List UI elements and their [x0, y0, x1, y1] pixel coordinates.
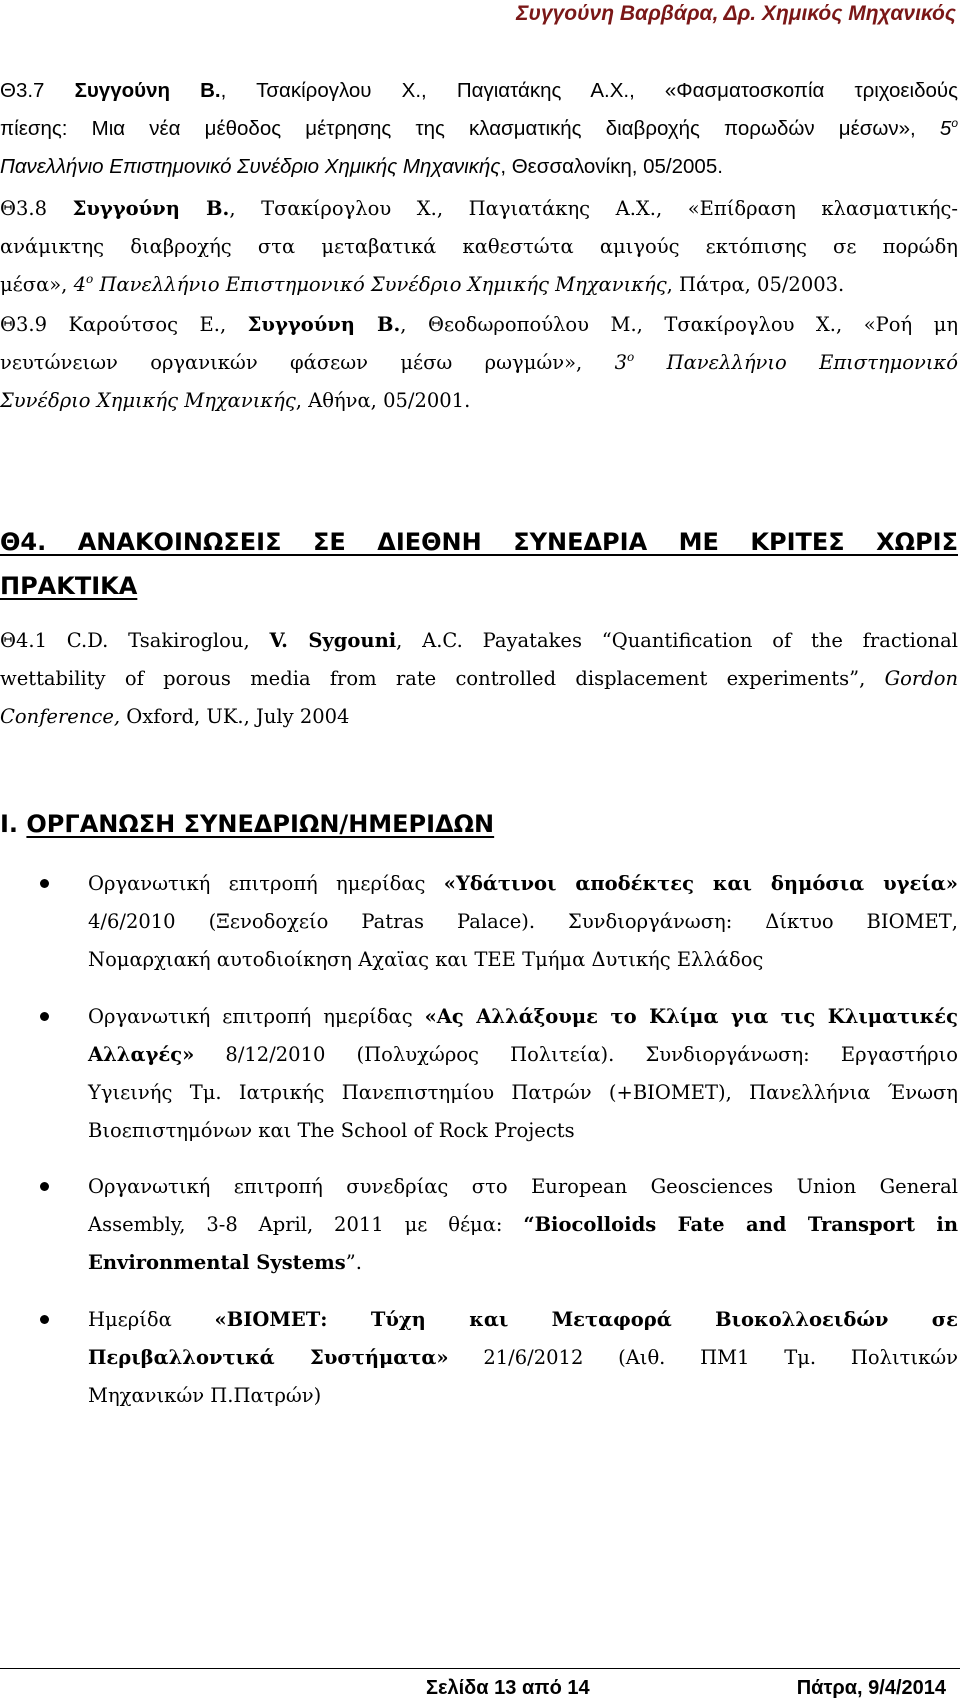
- section-heading-line: ΠΡΑΚΤΙΚΑ: [0, 572, 138, 600]
- text-line: [0, 660, 958, 698]
- bullet-item: [0, 1301, 958, 1415]
- entry-text: [0, 306, 958, 420]
- text-line: [88, 865, 958, 903]
- text-run: Αλλαγές»: [88, 1043, 195, 1066]
- bullet-icon: [40, 1315, 49, 1324]
- text-run: ο: [951, 116, 958, 130]
- text-run: Συγγούνη Β.: [247, 313, 401, 336]
- text-run: Συνέδριο Χημικής Μηχανικής: [0, 389, 296, 412]
- text-run: , A.C. Payatakes “Quantification of the fractional: [396, 629, 958, 652]
- page-number: Σελίδα 13 από 14: [426, 1677, 590, 1699]
- bullet-text: [88, 1301, 958, 1415]
- text-run: Οργανωτική επιτροπή συνεδρίας στο European Geosciences Union General: [88, 1175, 958, 1198]
- text-run: ο: [627, 350, 635, 364]
- text-run: Environmental Systems: [88, 1251, 346, 1274]
- bullet-text: [88, 865, 958, 979]
- text-run: 4: [73, 273, 87, 296]
- place-date: Πάτρα, 9/4/2014: [796, 1677, 946, 1699]
- entry-theta3-7: [0, 72, 958, 186]
- text-line: [0, 190, 958, 228]
- text-run: Gordon: [884, 667, 958, 690]
- text-run: , Πάτρα, 05/2003.: [666, 273, 845, 296]
- text-run: νευτώνειων οργανικών φάσεων μέσω ρωγμών»,: [0, 351, 615, 374]
- text-run: V. Sygouni: [269, 629, 397, 652]
- text-line: [88, 941, 958, 979]
- text-line: [0, 382, 958, 420]
- text-run: «ΒΙΟΜΕΤ: Τύχη και Μεταφορά Βιοκολλοειδών σε: [214, 1308, 958, 1331]
- text-line: [0, 110, 958, 148]
- entry-theta3-9: [0, 306, 958, 420]
- text-run: Πανελλήνιο Επιστημονικό Συνέδριο Χημικής Μηχανικής: [0, 155, 501, 178]
- text-run: Oxford, UK., July 2004: [120, 705, 350, 728]
- text-run: 4/6/2010 (Ξενοδοχείο Patras Palace). Συνδιοργάνωση: Δίκτυο ΒΙΟΜΕΤ,: [88, 910, 958, 933]
- text-run: , Θεοδωροπούλου Μ., Τσακίρογλου Χ., «Ροή μη: [400, 313, 958, 336]
- text-line: [88, 1036, 958, 1074]
- text-run: Θ3.9 Καρούτσος Ε.,: [0, 313, 248, 336]
- text-run: , Τσακίρογλου Χ., Παγιατάκης Α.Χ., «Επίδραση κλασματικής-: [229, 197, 958, 220]
- text-line: [88, 1244, 958, 1282]
- text-line: [0, 266, 958, 304]
- bullet-item: [0, 1168, 958, 1282]
- text-run: “Biocolloids Fate and Transport in: [523, 1213, 958, 1236]
- text-run: Μηχανικών Π.Πατρών): [88, 1384, 322, 1407]
- text-line: [0, 228, 958, 266]
- text-run: , Αθήνα, 05/2001.: [295, 389, 471, 412]
- bullet-text: [88, 1168, 958, 1282]
- section-prefix: Ι.: [0, 810, 19, 838]
- text-line: [88, 903, 958, 941]
- text-run: 8/12/2010 (Πολυχώρος Πολιτεία). Συνδιοργάνωση: Εργαστήριο: [194, 1043, 958, 1066]
- entry-text: [0, 190, 958, 304]
- text-run: Συγγούνη Β.: [72, 197, 230, 220]
- bullet-icon: [40, 879, 49, 888]
- entry-theta4-1: [0, 622, 958, 736]
- text-run: Θ4.1 C.D. Tsakiroglou,: [0, 629, 270, 652]
- bullet-text: [88, 998, 958, 1150]
- text-line: [0, 72, 958, 110]
- running-header: Συγγούνη Βαρβάρα, Δρ. Χημικός Μηχανικός: [516, 2, 956, 25]
- page-footer: [0, 1668, 960, 1705]
- text-run: «Υδάτινοι αποδέκτες και δημόσια υγεία»: [443, 872, 958, 895]
- text-line: [88, 1112, 958, 1150]
- text-run: Πανελλήνιο Επιστημονικό Συνέδριο Χημικής Μηχανικής: [93, 273, 667, 296]
- text-line: [88, 1206, 958, 1244]
- text-run: Θ3.7: [0, 79, 75, 102]
- text-line: [0, 148, 958, 186]
- text-run: Περιβαλλοντικά Συστήματα»: [88, 1346, 449, 1369]
- section-heading-organization: [0, 802, 958, 846]
- text-run: Οργανωτική επιτροπή ημερίδας: [88, 872, 444, 895]
- text-line: [0, 698, 958, 736]
- text-run: ο: [86, 272, 94, 286]
- text-run: Assembly, 3-8 April, 2011 με θέμα:: [88, 1213, 524, 1236]
- bullet-icon: [40, 1182, 49, 1191]
- text-run: «Ας Αλλάξουμε το Κλίμα για τις Κλιματικές: [424, 1005, 958, 1028]
- section-heading-theta4: [0, 520, 958, 608]
- text-run: wettability of porous media from rate controlled displacement experiments”,: [0, 667, 885, 690]
- text-line: [88, 1339, 958, 1377]
- bullet-item: [0, 865, 958, 979]
- text-run: μέσα»,: [0, 273, 74, 296]
- bullet-icon: [40, 1012, 49, 1021]
- entry-theta3-8: [0, 190, 958, 304]
- section-heading-line: Θ4. ΑΝΑΚΟΙΝΩΣΕΙΣ ΣΕ ΔΙΕΘΝΗ ΣΥΝΕΔΡΙΑ ΜΕ ΚΡΙΤΕΣ ΧΩΡΙΣ: [0, 528, 958, 556]
- text-run: Συγγούνη Β.: [74, 79, 221, 102]
- text-line: [0, 344, 958, 382]
- text-run: Conference,: [0, 705, 121, 728]
- text-line: [88, 1377, 958, 1415]
- entry-text: [0, 72, 958, 186]
- text-run: ανάμικτης διαβροχής στα μεταβατικά καθεστώτα αμιγούς εκτόπισης σε πορώδη: [0, 235, 958, 258]
- text-line: [0, 622, 958, 660]
- text-run: Οργανωτική επιτροπή ημερίδας: [88, 1005, 425, 1028]
- text-line: [0, 306, 958, 344]
- text-run: Ημερίδα: [88, 1308, 215, 1331]
- text-run: ”.: [345, 1251, 362, 1274]
- text-run: , Θεσσαλονίκη, 05/2005.: [500, 155, 723, 178]
- section-title: ΟΡΓΑΝΩΣΗ ΣΥΝΕΔΡΙΩΝ/ΗΜΕΡΙΔΩΝ: [26, 810, 495, 838]
- text-run: 21/6/2012 (Αιθ. ΠΜ1 Τμ. Πολιτικών: [448, 1346, 959, 1369]
- entry-text: [0, 622, 958, 736]
- text-run: Βιοεπιστημόνων και The School of Rock Projects: [88, 1119, 575, 1142]
- text-run: , Τσακίρογλου Χ., Παγιατάκης Α.Χ., «Φασματοσκοπία τριχοειδούς: [220, 79, 959, 102]
- text-run: 3: [614, 351, 628, 374]
- text-run: 5: [939, 117, 952, 140]
- text-run: πίεσης: Μια νέα μέθοδος μέτρησης της κλασματικής διαβροχής πορωδών μέσων»,: [0, 117, 940, 140]
- text-line: [88, 1301, 958, 1339]
- text-run: Υγιεινής Τμ. Ιατρικής Πανεπιστημίου Πατρών (+ΒΙΟΜΕΤ), Πανελλήνια Ένωση: [88, 1081, 958, 1104]
- text-line: [88, 1074, 958, 1112]
- text-line: [88, 998, 958, 1036]
- text-run: Νομαρχιακή αυτοδιοίκηση Αχαϊας και ΤΕΕ Τμήμα Δυτικής Ελλάδος: [88, 948, 764, 971]
- text-run: Πανελλήνιο Επιστημονικό: [634, 351, 959, 374]
- bullet-item: [0, 998, 958, 1150]
- text-run: Θ3.8: [0, 197, 73, 220]
- text-line: [88, 1168, 958, 1206]
